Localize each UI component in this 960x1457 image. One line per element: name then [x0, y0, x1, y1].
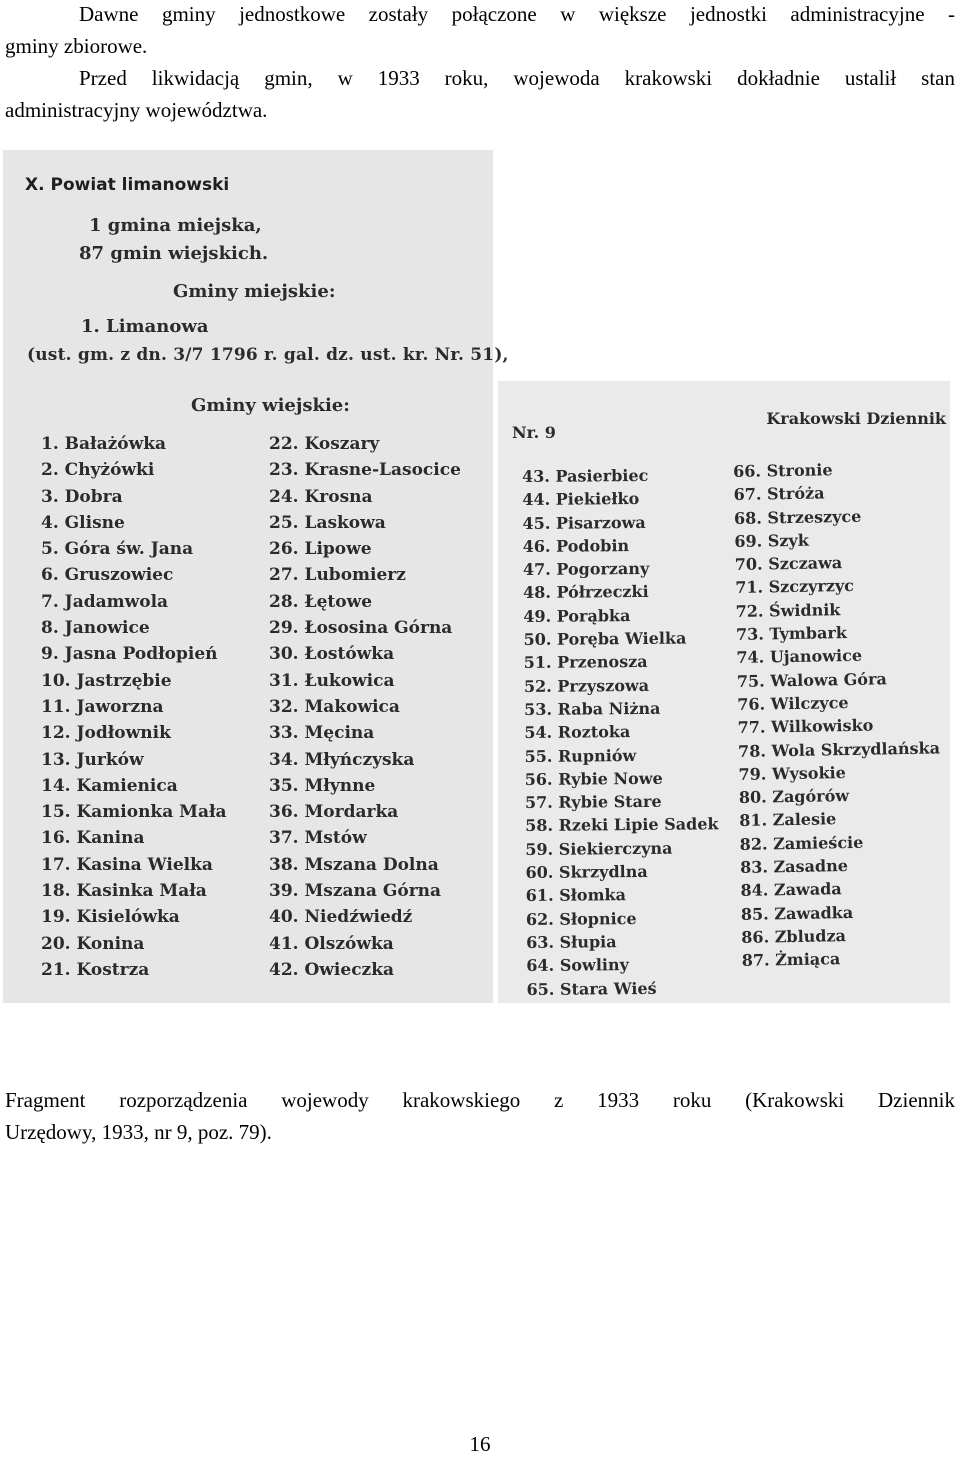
scan-left-page [3, 150, 509, 1003]
commune-item: 41. Olszówka [269, 933, 394, 954]
commune-item: 37. Mstów [269, 828, 367, 849]
commune-item: 33. Męcina [269, 723, 375, 744]
rural-list-column-2 [269, 431, 461, 983]
commune-item: 24. Krosna [269, 486, 373, 507]
commune-item: 42. Owieczka [269, 959, 395, 980]
caption-line-2: Urzędowy, 1933, nr 9, poz. 79). [5, 1120, 272, 1144]
commune-item: 4. Glisne [41, 512, 125, 533]
page-number: 16 [469, 1432, 491, 1456]
commune-item: 80. Zagórów [738, 786, 850, 808]
commune-item: 26. Lipowe [269, 539, 372, 560]
commune-item: 25. Laskowa [269, 512, 386, 533]
commune-item: 73. Tymbark [735, 623, 848, 645]
commune-item: 57. Rybie Stare [524, 791, 662, 813]
figure-caption [5, 1084, 955, 1148]
commune-item: 27. Lubomierz [269, 565, 406, 586]
commune-item: 9. Jasna Podłopień [41, 644, 218, 665]
rural-communes-heading: Gminy wiejskie: [191, 395, 350, 416]
powiat-heading: X. Powiat limanowski [25, 175, 230, 195]
commune-item: 30. Łostówka [269, 644, 395, 665]
commune-item: 62. Słopnice [525, 908, 637, 929]
commune-item: 51. Przenosza [523, 652, 648, 673]
commune-item: 52. Przyszowa [523, 675, 650, 696]
commune-item: 29. Łososina Górna [269, 618, 453, 639]
commune-item: 35. Młynne [269, 775, 376, 796]
commune-item: 63. Słupia [526, 932, 617, 952]
commune-item: 61. Słomka [525, 885, 627, 906]
commune-item: 13. Jurków [41, 749, 144, 770]
commune-item: 75. Walowa Góra [736, 669, 887, 691]
intro-line-1: Dawne gminy jednostkowe zostały połączone w większe jednostki administracyjne - [79, 2, 955, 26]
commune-item: 16. Kanina [41, 828, 145, 849]
count-rural: 87 gmin wiejskich. [79, 243, 269, 264]
commune-item: 28. Łętowe [269, 591, 373, 612]
commune-item: 66. Stronie [733, 460, 833, 481]
commune-item: 10. Jastrzębie [41, 670, 172, 691]
commune-item: 1. Bałażówka [41, 434, 167, 454]
commune-item: 86. Zbludza [741, 926, 847, 947]
commune-item: 11. Jaworzna [41, 696, 164, 717]
rural-list-column-1 [41, 431, 227, 983]
caption-line-1: Fragment rozporządzenia wojewody krakowskiego z 1933 roku (Krakowski Dziennik [5, 1088, 955, 1112]
commune-item: 76. Wilczyce [737, 692, 849, 714]
commune-item: 14. Kamienica [41, 775, 178, 796]
commune-item: 81. Zalesie [739, 809, 837, 831]
rural-list-column-4 [733, 456, 944, 972]
commune-item: 71. Szczyrzyc [735, 576, 855, 598]
commune-item: 17. Kasina Wielka [41, 854, 213, 875]
commune-item: 22. Koszary [269, 434, 380, 454]
city-communes-heading: Gminy miejskie: [173, 281, 336, 302]
intro-paragraph [5, 0, 955, 62]
scan-right-page [498, 381, 950, 1003]
commune-item: 8. Janowice [41, 618, 150, 639]
commune-item: 78. Wola Skrzydlańska [737, 737, 941, 761]
commune-item: 59. Siekierczyna [525, 838, 673, 859]
commune-item: 19. Kisielówka [41, 907, 180, 928]
commune-item: 67. Stróża [733, 483, 825, 505]
commune-item: 46. Podobin [522, 535, 630, 556]
issue-number: Nr. 9 [512, 423, 556, 442]
commune-item: 50. Poręba Wielka [523, 628, 687, 650]
commune-item: 32. Makowica [269, 696, 400, 717]
commune-item: 47. Pogorzany [522, 559, 650, 580]
commune-item: 20. Konina [41, 933, 145, 954]
commune-item: 56. Rybie Nowe [524, 768, 663, 789]
context-line-1: Przed likwidacją gmin, w 1933 roku, wojewoda krakowski dokładnie ustalił stan [79, 66, 955, 90]
commune-item: 84. Zawada [740, 879, 842, 901]
commune-item: 12. Jodłownik [41, 723, 171, 744]
commune-item: 87. Żmiąca [741, 949, 841, 971]
commune-item: 65. Stara Wieś [526, 978, 657, 999]
commune-item: 85. Zawadka [740, 902, 854, 924]
context-line-2: administracyjny województwa. [5, 98, 268, 122]
commune-item: 79. Wysokie [738, 762, 846, 784]
commune-item: 53. Raba Niżna [524, 698, 661, 719]
commune-item: 70. Szczawa [734, 553, 843, 575]
commune-item: 21. Kostrza [41, 959, 150, 980]
commune-item: 18. Kasinka Mała [41, 881, 207, 902]
commune-item: 82. Zamieście [739, 832, 864, 854]
city-commune-item: 1. Limanowa [81, 316, 209, 337]
commune-item: 2. Chyżówki [41, 460, 155, 481]
commune-item: 74. Ujanowice [736, 646, 863, 668]
context-paragraph [5, 62, 955, 126]
commune-item: 58. Rzeki Lipie Sadek [525, 814, 719, 836]
commune-item: 64. Sowliny [526, 955, 629, 976]
commune-item: 44. Piekiełko [522, 489, 640, 510]
commune-item: 39. Mszana Górna [269, 881, 442, 902]
commune-item: 72. Świdnik [735, 599, 841, 621]
rural-list-column-3 [522, 463, 720, 1000]
commune-item: 40. Niedźwiedź [269, 907, 413, 928]
commune-item: 55. Rupniów [524, 745, 637, 766]
city-commune-note: (ust. gm. z dn. 3/7 1796 r. gal. dz. ust. kr. Nr. 51), [27, 345, 509, 365]
commune-item: 23. Krasne-Lasocice [269, 460, 461, 481]
count-city: 1 gmina miejska, [89, 215, 262, 236]
commune-item: 38. Mszana Dolna [269, 854, 439, 875]
commune-item: 5. Góra św. Jana [41, 539, 194, 560]
commune-item: 69. Szyk [734, 530, 810, 551]
commune-item: 68. Strzeszyce [733, 506, 862, 528]
commune-item: 48. Półrzeczki [523, 582, 649, 603]
commune-item: 36. Mordarka [269, 802, 399, 823]
commune-item: 6. Gruszowiec [41, 565, 174, 586]
commune-item: 43. Pasierbiec [522, 465, 649, 486]
intro-line-2: gminy zbiorowe. [5, 34, 148, 58]
commune-item: 3. Dobra [41, 486, 123, 507]
commune-item: 31. Łukowica [269, 670, 395, 691]
commune-item: 34. Młyńczyska [269, 749, 415, 770]
commune-item: 54. Roztoka [524, 722, 631, 743]
commune-item: 15. Kamionka Mała [41, 802, 227, 823]
commune-item: 7. Jadamwola [41, 591, 169, 612]
commune-item: 60. Skrzydlna [525, 861, 648, 883]
commune-item: 83. Zasadne [739, 856, 849, 877]
commune-item: 45. Pisarzowa [522, 512, 646, 533]
journal-title: Krakowski Dziennik [766, 409, 946, 428]
commune-item: 49. Porąbka [523, 605, 631, 626]
commune-item: 77. Wilkowisko [737, 715, 874, 738]
